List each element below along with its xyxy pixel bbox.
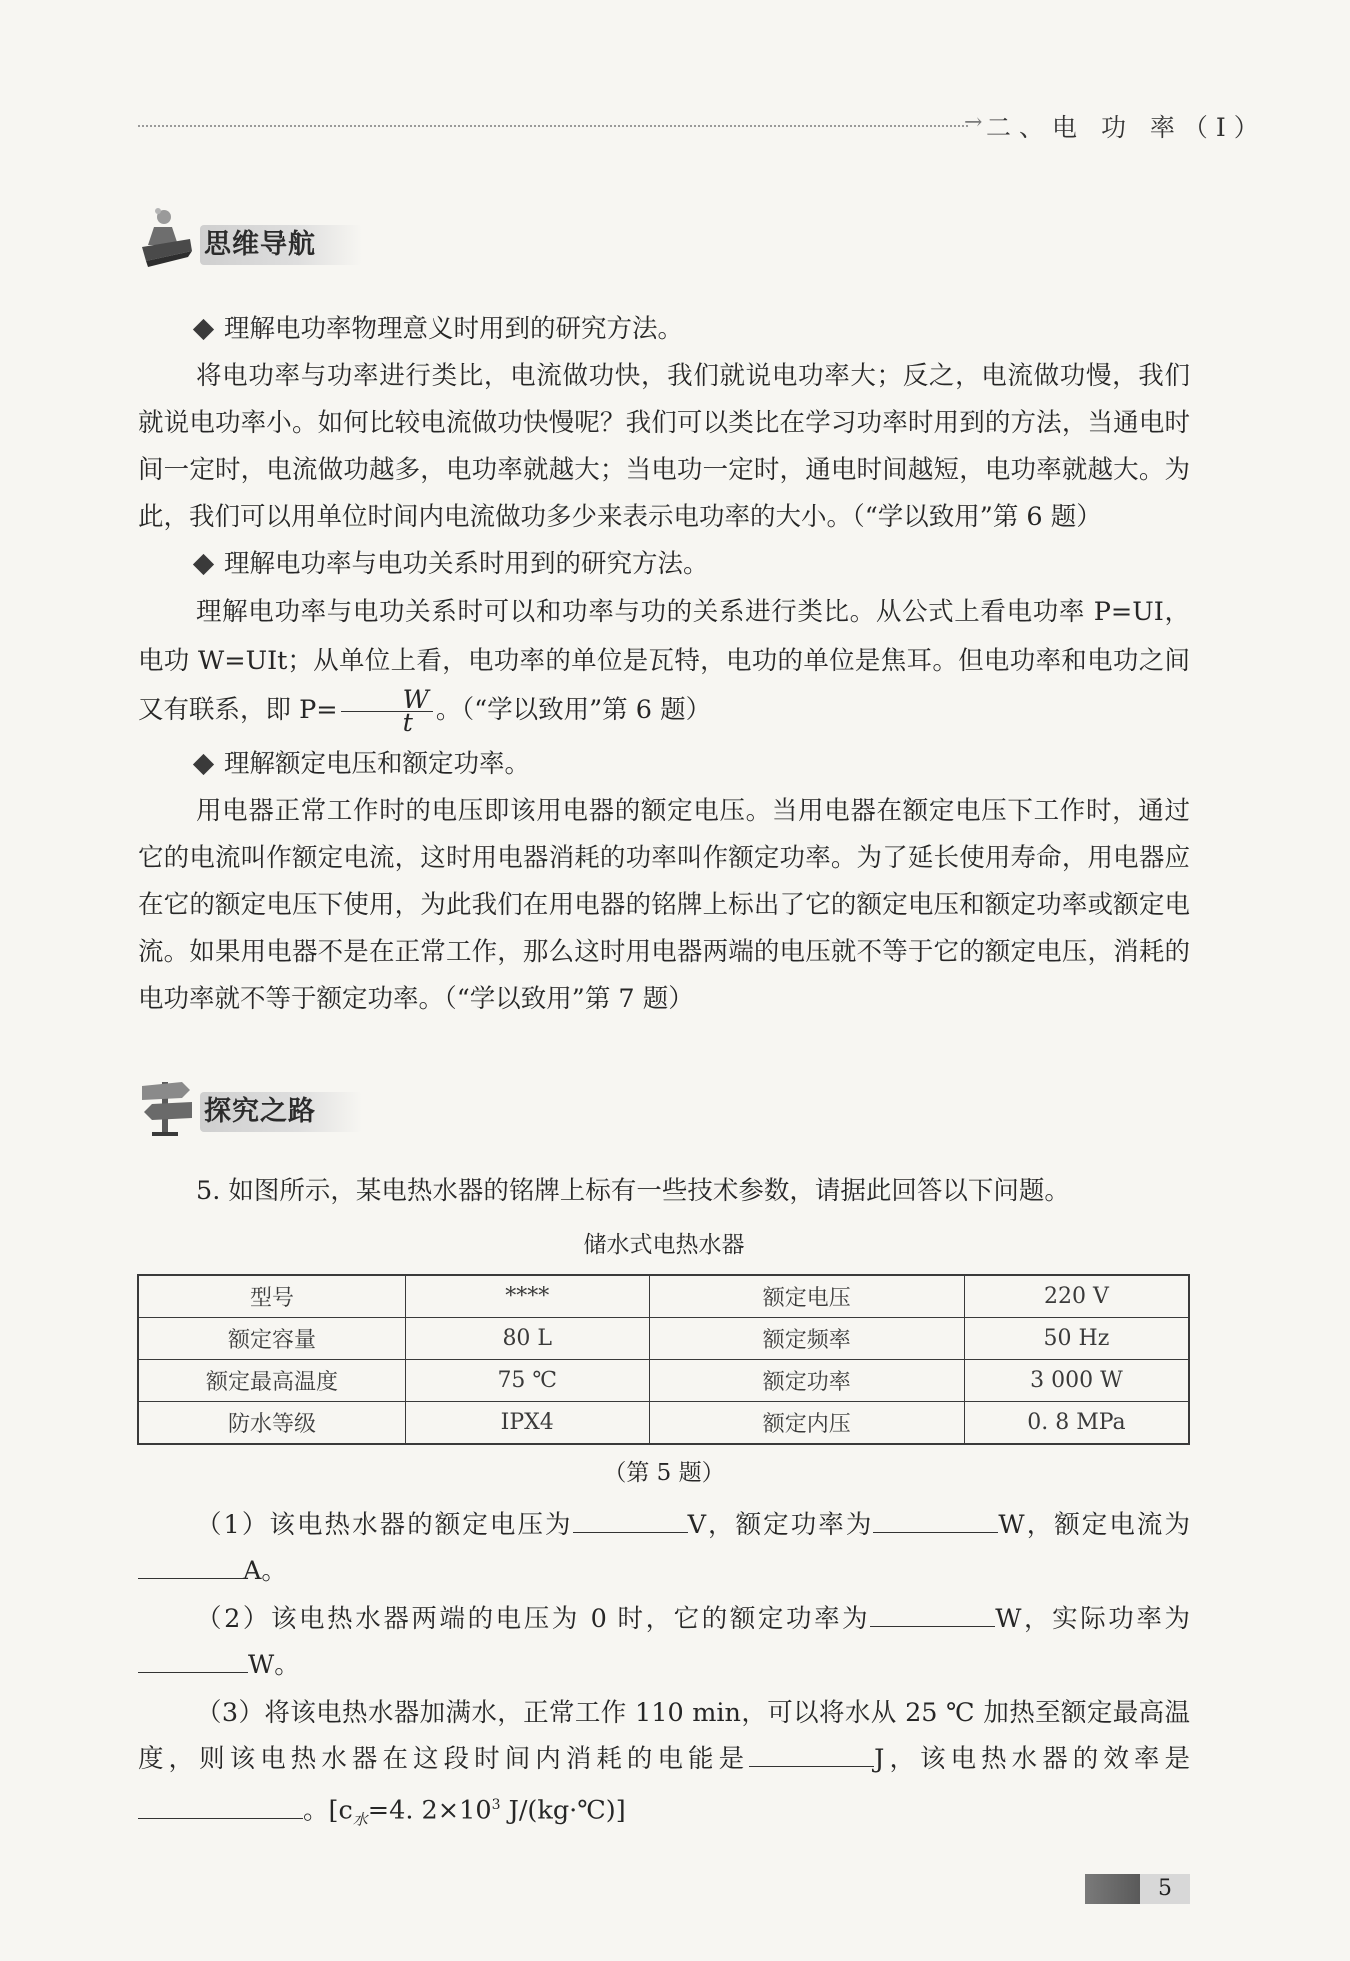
bullet-point: [138, 741, 1190, 788]
table-row: [138, 1360, 1189, 1402]
table-cell: 75 ℃: [405, 1360, 649, 1402]
question-5-parts: [138, 1502, 1190, 1843]
bullet-text: 理解电功率与电功关系时用到的研究方法。: [224, 549, 709, 579]
table-cell: 50 Hz: [964, 1318, 1189, 1360]
signpost-icon: [138, 1072, 196, 1136]
bullet-point: [138, 306, 1190, 353]
table-cell: 额定功率: [649, 1360, 964, 1402]
nameplate-spec-table: [137, 1274, 1190, 1445]
question-5-intro: [138, 1168, 1190, 1215]
table-cell: IPX4: [405, 1402, 649, 1445]
question-text: 5. 如图所示，某电热水器的铭牌上标有一些技术参数，请据此回答以下问题。: [196, 1176, 1070, 1206]
answer-blank-power[interactable]: [873, 1502, 998, 1533]
question-part-3: [138, 1690, 1190, 1843]
question-part-2: [138, 1596, 1190, 1688]
table-cell: 220 V: [964, 1275, 1189, 1318]
table-cell: ****: [405, 1275, 649, 1318]
question-text: W，额定电流为: [998, 1510, 1190, 1540]
paragraph: 将电功率与功率进行类比，电流做功快，我们就说电功率大；反之，电流做功慢，我们就说电功率小。如何比较电流做功快慢呢？我们可以类比在学习功率时用到的方法，当通电时间一定时，电流做功越多，电功率就越大；当电功一定时，通电时间越短，电功率就越大。为此，我们可以用单位时间内电流做功多少来表示电功率的大小。（“学以致用”第 6 题）: [138, 361, 1190, 532]
bullet-text: 理解额定电压和额定功率。: [224, 749, 531, 779]
question-text: J，该电热水器的效率是: [874, 1744, 1190, 1774]
table-cell: 防水等级: [138, 1402, 405, 1445]
question-text: 。[c: [303, 1795, 353, 1826]
answer-blank-actual-power[interactable]: [138, 1642, 248, 1673]
section-title: 探究之路: [200, 1092, 362, 1132]
answer-blank-rated-power[interactable]: [870, 1596, 995, 1627]
table-cell: 额定最高温度: [138, 1360, 405, 1402]
table-cell: 型号: [138, 1275, 405, 1318]
table-caption: 储水式电热水器: [583, 1232, 745, 1258]
question-text: =4. 2×10: [367, 1795, 492, 1826]
page-number: 5: [1140, 1874, 1190, 1904]
running-header: [138, 108, 1267, 142]
paragraph: 用电器正常工作时的电压即该用电器的额定电压。当用电器在额定电压下工作时，通过它的电流叫作额定电流，这时用电器消耗的功率叫作额定功率。为了延长使用寿命，用电器应在它的额定电压下使用，为此我们在用电器的铭牌上标出了它的额定电压和额定功率或额定电流。如果用电器不是在正常工作，那么这时用电器两端的电压就不等于它的额定电压，消耗的电功率就不等于额定功率。（“学以致用”第 7 题）: [138, 796, 1190, 1014]
paragraph-text: 。（“学以致用”第 6 题）: [435, 695, 712, 725]
thinking-figure-icon: [138, 205, 196, 269]
question-text: （1）该电热水器的额定电压为: [196, 1510, 573, 1540]
bullet-point: [138, 541, 1190, 588]
header-dotted-line: [138, 125, 968, 127]
fraction-formula: [341, 684, 433, 738]
section-title: 思维导航: [200, 225, 362, 265]
bullet-text: 理解电功率物理意义时用到的研究方法。: [224, 314, 684, 344]
fraction-denominator: t: [402, 707, 413, 738]
question-text: （2）该电热水器两端的电压为 0 时，它的额定功率为: [196, 1604, 871, 1634]
table-cell: 3 000 W: [964, 1360, 1189, 1402]
question-text: V，额定功率为: [687, 1510, 874, 1540]
section-header-thinking: [138, 205, 538, 275]
answer-blank-current[interactable]: [138, 1548, 243, 1579]
answer-blank-efficiency[interactable]: [138, 1788, 303, 1819]
table-cell: 额定容量: [138, 1318, 405, 1360]
table-cell: 额定电压: [649, 1275, 964, 1318]
question-text: A。: [243, 1556, 287, 1586]
question-text: （3）将该电热水器加满水，正常工作 110 min，可以将水从 25 ℃ 加热至额定最高温度，则该电热水器在这段时间内消耗的电能是: [138, 1698, 1190, 1774]
arrow-right-icon: →: [964, 110, 983, 135]
question-text: W。: [248, 1650, 300, 1680]
section-thinking-body: [138, 306, 1190, 1023]
table-cell: 80 L: [405, 1318, 649, 1360]
paragraph-text: 理解电功率与电功关系时可以和功率与功的关系进行类比。从公式上看电功率 P=UI，电功 W=UIt；从单位上看，电功率的单位是瓦特，电功的单位是焦耳。但电功率和电功之间又有联系，即 P=: [138, 597, 1190, 725]
question-text: W，实际功率为: [995, 1604, 1190, 1634]
table-row: [138, 1402, 1189, 1445]
superscript-exponent: 3: [491, 1797, 501, 1813]
table-cell: 额定内压: [649, 1402, 964, 1445]
table-row: [138, 1318, 1189, 1360]
paragraph-with-formula: [138, 588, 1190, 738]
answer-blank-voltage[interactable]: [573, 1502, 688, 1533]
header-title: 二、电 功 率（Ⅰ）: [986, 113, 1267, 142]
table-cell: 0. 8 MPa: [964, 1402, 1189, 1445]
figure-label: （第 5 题）: [603, 1460, 725, 1486]
fraction-numerator: W: [341, 689, 433, 712]
question-text: J/(kg·℃)]: [500, 1795, 626, 1826]
subscript-water: 水: [352, 1810, 368, 1829]
table-row: [138, 1275, 1189, 1318]
answer-blank-energy[interactable]: [749, 1736, 874, 1767]
table-cell: 额定频率: [649, 1318, 964, 1360]
section-header-explore: [138, 1072, 538, 1142]
question-part-1: [138, 1502, 1190, 1594]
